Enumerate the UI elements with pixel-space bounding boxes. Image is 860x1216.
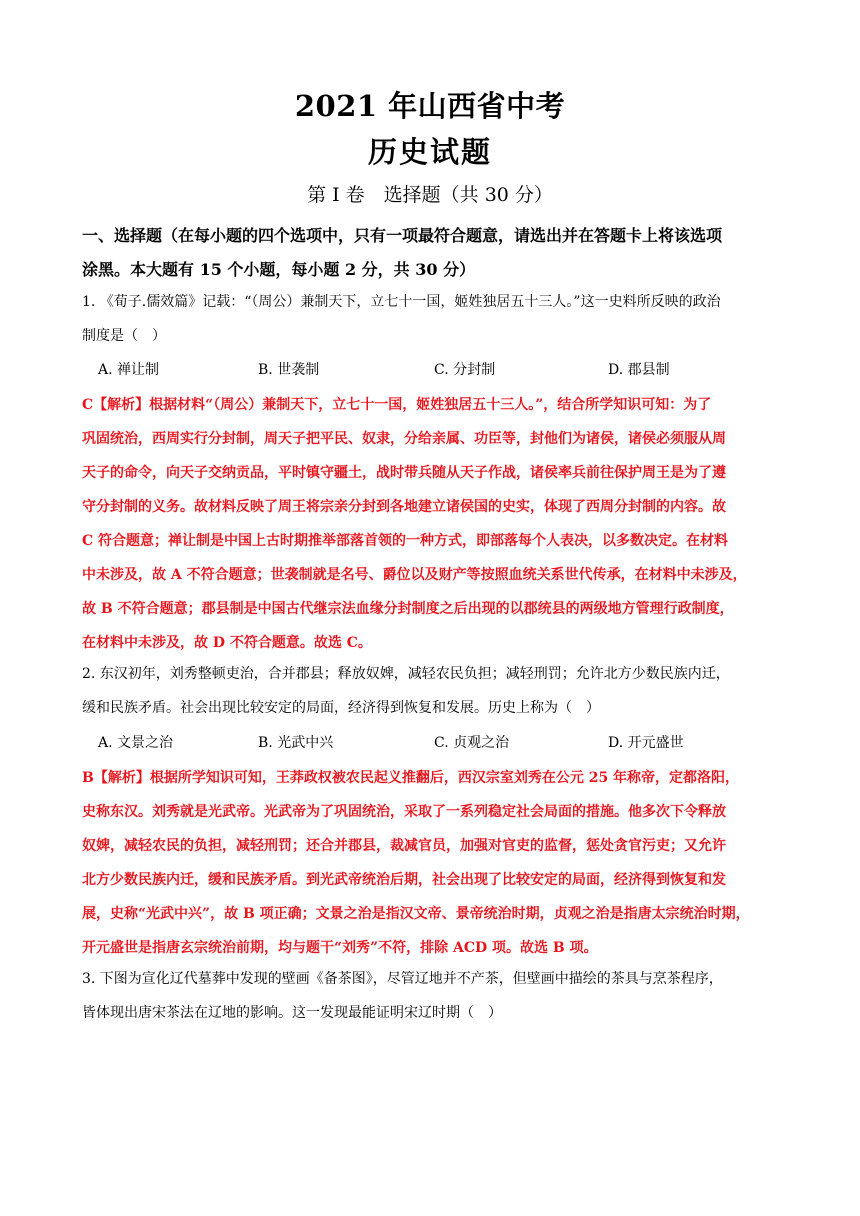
answer-line: 开元盛世是指唐玄宗统治前期，均与题干“刘秀”不符，排除 ACD 项。故选 B 项。 (82, 940, 598, 956)
question-3-stem (82, 962, 787, 1030)
question-1-stem (82, 285, 787, 353)
answer-line: 守分封制的义务。故材料反映了周王将宗亲分封到各地建立诸侯国的史实，体现了西周分封制的内容。故 (82, 499, 726, 515)
section-instructions (82, 219, 782, 287)
stem-line: 缓和民族矛盾。社会出现比较安定的局面，经济得到恢复和发展。历史上称为（ ） (82, 700, 600, 716)
section-line: 涂黑。本大题有 15 个小题，每小题 2 分，共 30 分） (82, 260, 476, 279)
answer-line: C 符合题意；禅让制是中国上古时期推举部落首领的一种方式，即部落每个人表决，以多数决定。在材料 (82, 533, 729, 549)
answer-line: C【解析】根据材料“（周公）兼制天下，立七十一国，姬姓独居五十三人。”，结合所学知识可知：为了 (82, 397, 712, 413)
answer-line: B【解析】根据所学知识可知，王莽政权被农民起义推翻后，西汉宗室刘秀在公元 25 年称帝，定都洛阳， (82, 770, 740, 786)
stem-line: 1. 《荀子.儒效篇》记载：“（周公）兼制天下，立七十一国，姬姓独居五十三人。”这一史料所反映的政治 (82, 294, 721, 310)
exam-subtitle: 历史试题 (367, 135, 492, 169)
answer-line: 在材料中未涉及，故 D 不符合题意。故选 C。 (82, 635, 372, 651)
volume-heading: 第 I 卷 选择题（共 30 分） (307, 184, 553, 206)
answer-line: 天子的命令，向天子交纳贡品，平时镇守疆土，战时带兵随从天子作战，诸侯率兵前往保护周王是为了遵 (82, 465, 726, 481)
question-1-options (98, 359, 758, 379)
option-a: A. 禅让制 (98, 362, 160, 378)
answer-line: 展，史称“光武中兴”，故 B 项正确；文景之治是指汉文帝、景帝统治时期，贞观之治是指唐太宗统治时期， (82, 906, 750, 922)
option-d: D. 开元盛世 (608, 735, 684, 751)
stem-line: 2. 东汉初年，刘秀整顿吏治，合并郡县；释放奴婢，减轻农民负担；减轻刑罚；允许北方少数民族内迁， (82, 666, 730, 682)
answer-line: 史称东汉。刘秀就是光武帝。光武帝为了巩固统治，采取了一系列稳定社会局面的措施。他多次下令释放 (82, 804, 726, 820)
answer-line: 故 B 不符合题意；郡县制是中国古代继宗法血缘分封制度之后出现的以郡统县的两级地方管理行政制度， (82, 601, 734, 617)
option-b: B. 世袭制 (258, 362, 320, 378)
stem-line: 3. 下图为宣化辽代墓葬中发现的壁画《备茶图》，尽管辽地并不产茶，但壁画中描绘的茶具与烹茶程序， (82, 971, 723, 987)
question-2-stem (82, 657, 787, 725)
option-c: C. 贞观之治 (434, 735, 510, 751)
answer-line: 中未涉及，故 A 不符合题意；世袭制就是名号、爵位以及财产等按照血统关系世代传承，在材料中未涉及， (82, 567, 747, 583)
section-line: 一、选择题（在每小题的四个选项中，只有一项最符合题意，请选出并在答题卡上将该选项 (82, 226, 723, 245)
stem-line: 制度是（ ） (82, 328, 166, 344)
option-a: A. 文景之治 (98, 735, 174, 751)
answer-line: 北方少数民族内迁，缓和民族矛盾。到光武帝统治后期，社会出现了比较安定的局面，经济得到恢复和发 (82, 872, 726, 888)
answer-line: 奴婢，减轻农民的负担，减轻刑罚；还合并郡县，裁减官员，加强对官吏的监督，惩处贪官污吏；又允许 (82, 838, 726, 854)
question-1-answer (82, 388, 787, 660)
exam-title: 2021 年山西省中考 (294, 89, 566, 123)
option-d: D. 郡县制 (608, 362, 670, 378)
question-2-answer (82, 761, 787, 965)
option-b: B. 光武中兴 (258, 735, 334, 751)
answer-line: 巩固统治，西周实行分封制，周天子把平民、奴隶，分给亲属、功臣等，封他们为诸侯，诸侯必须服从周 (82, 431, 726, 447)
option-c: C. 分封制 (434, 362, 496, 378)
stem-line: 皆体现出唐宋茶法在辽地的影响。这一发现最能证明宋辽时期（ ） (82, 1005, 502, 1021)
question-2-options (98, 732, 758, 752)
